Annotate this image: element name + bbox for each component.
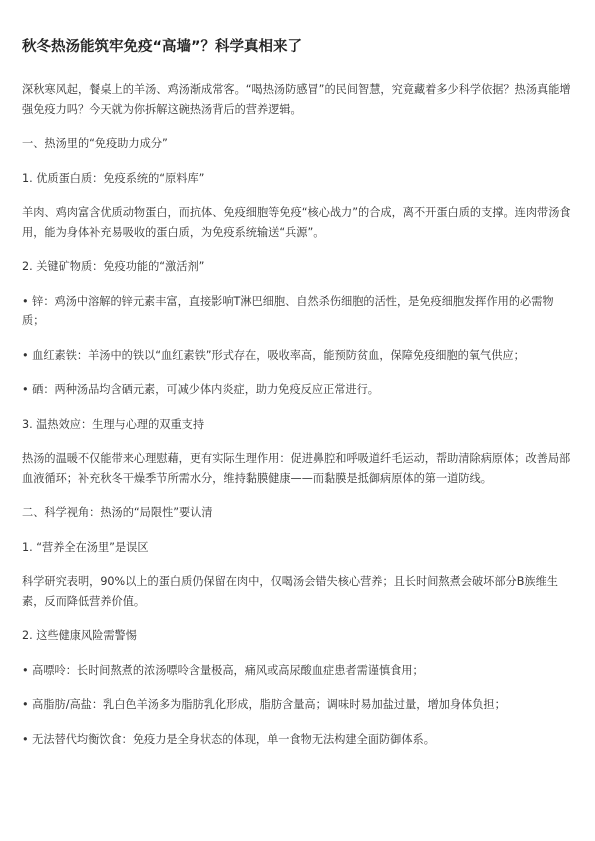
section-1-sub-3-body: 热汤的温暖不仅能带来心理慰藉，更有实际生理作用：促进鼻腔和呼吸道纤毛运动，帮助清除病原体；改善局部血液循环；补充秋冬干燥季节所需水分，维持黏膜健康——而黏膜是抵御病原体的第一道防线。 bbox=[22, 452, 571, 485]
bullet-selenium: • 硒：两种汤品均含硒元素，可减少体内炎症，助力免疫反应正常进行。 bbox=[22, 383, 379, 396]
section-1-sub-3-title: 3. 温热效应：生理与心理的双重支持 bbox=[22, 417, 205, 431]
section-2-sub-1-body: 科学研究表明，90%以上的蛋白质仍保留在肉中，仅喝汤会错失核心营养；且长时间熬煮会破坏部分B族维生素，反而降低营养价值。 bbox=[22, 575, 558, 608]
section-1-sub-1-body: 羊肉、鸡肉富含优质动物蛋白，而抗体、免疫细胞等免疫“核心战力”的合成，离不开蛋白质的支撑。连肉带汤食用，能为身体补充易吸收的蛋白质，为免疫系统输送“兵源”。 bbox=[22, 206, 571, 239]
bullet-zinc: • 锌：鸡汤中溶解的锌元素丰富，直接影响T淋巴细胞、自然杀伤细胞的活性，是免疫细胞发挥作用的必需物质； bbox=[22, 294, 554, 327]
section-2-sub-1-title: 1. “营养全在汤里”是误区 bbox=[22, 540, 149, 554]
bullet-high-purine: • 高嘌呤：长时间熬煮的浓汤嘌呤含量极高，痛风或高尿酸血症患者需谨慎食用； bbox=[22, 663, 424, 677]
section-1-sub-2-title: 2. 关键矿物质：免疫功能的“激活剂” bbox=[22, 260, 205, 273]
bullet-heme-iron: • 血红素铁：羊汤中的铁以“血红素铁”形式存在，吸收率高，能预防贫血，保障免疫细胞的氧气供应； bbox=[22, 348, 525, 362]
bullet-high-fat-salt: • 高脂肪/高盐：乳白色羊汤多为脂肪乳化形成，脂肪含量高；调味时易加盐过量，增加身体负担； bbox=[22, 698, 506, 711]
article-title: 秋冬热汤能筑牢免疫“高墙”？科学真相来了 bbox=[22, 39, 303, 55]
section-1-heading: 一、热汤里的“免疫助力成分” bbox=[22, 137, 168, 150]
bullet-balanced-diet: • 无法替代均衡饮食：免疫力是全身状态的体现，单一食物无法构建全面防御体系。 bbox=[22, 732, 435, 746]
section-2-sub-2-title: 2. 这些健康风险需警惕 bbox=[22, 629, 137, 642]
section-1-sub-1-title: 1. 优质蛋白质：免疫系统的“原料库” bbox=[22, 171, 205, 185]
intro-paragraph: 深秋寒风起，餐桌上的羊汤、鸡汤渐成常客。“喝热汤防感冒”的民间智慧，究竟藏着多少科学依据？热汤真能增强免疫力吗？今天就为你拆解这碗热汤背后的营养逻辑。 bbox=[22, 83, 571, 116]
section-2-heading: 二、科学视角：热汤的“局限性”要认清 bbox=[22, 506, 213, 519]
